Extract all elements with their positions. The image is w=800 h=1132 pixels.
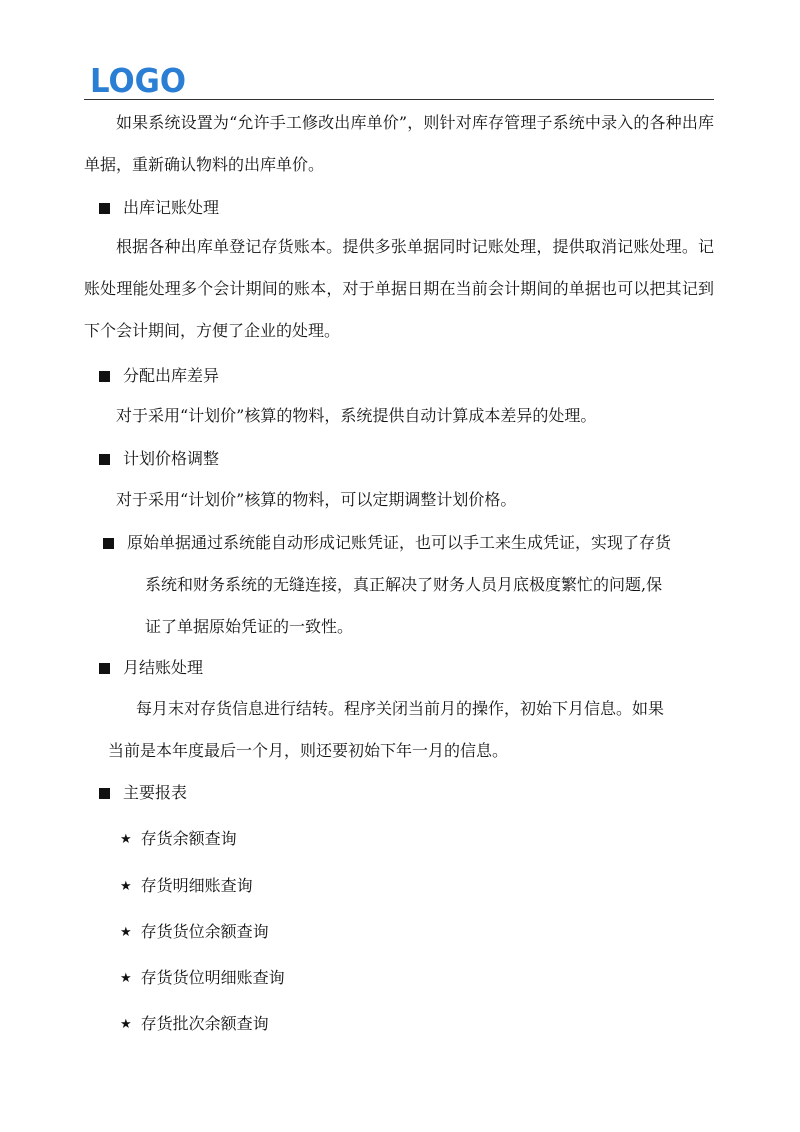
header-rule xyxy=(84,99,714,100)
section-title: 月结账处理 xyxy=(123,658,204,677)
report-item: ★ 存货明细账查询 xyxy=(120,874,253,899)
star-bullet-icon: ★ xyxy=(120,832,132,847)
voucher-line-1: 原始单据通过系统能自动形成记账凭证，也可以手工来生成凭证，实现了存货 xyxy=(127,533,672,552)
logo-text: LOGO xyxy=(90,63,186,97)
voucher-item xyxy=(103,531,671,555)
section-title: 出库记账处理 xyxy=(123,198,220,217)
square-bullet-icon xyxy=(99,454,110,465)
star-bullet-icon: ★ xyxy=(120,879,132,894)
section-heading-posting xyxy=(99,196,219,220)
section-heading-month-end xyxy=(99,656,203,680)
square-bullet-icon xyxy=(99,663,110,674)
star-bullet-icon: ★ xyxy=(120,1017,132,1032)
square-bullet-icon xyxy=(99,203,110,214)
report-item: ★ 存货货位余额查询 xyxy=(120,920,269,945)
voucher-line-3: 证了单据原始凭证的一致性。 xyxy=(145,617,354,636)
section-title: 主要报表 xyxy=(123,783,188,802)
month-end-line-1: 每月末对存货信息进行结转。程序关闭当前月的操作，初始下月信息。如果 xyxy=(136,699,665,718)
report-item: ★ 存货余额查询 xyxy=(120,827,237,852)
section-heading-plan-price xyxy=(99,447,219,471)
star-bullet-icon: ★ xyxy=(120,971,132,986)
report-item: ★ 存货货位明细账查询 xyxy=(120,966,285,991)
square-bullet-icon xyxy=(99,788,110,799)
square-bullet-icon xyxy=(103,538,114,549)
section-text-plan-price: 对于采用“计划价”核算的物料，可以定期调整计划价格。 xyxy=(116,490,517,509)
section-heading-reports xyxy=(99,781,187,805)
section-heading-variance xyxy=(99,364,219,388)
report-item: ★ 存货批次余额查询 xyxy=(120,1012,269,1037)
section-text-variance: 对于采用“计划价”核算的物料，系统提供自动计算成本差异的处理。 xyxy=(116,406,597,425)
square-bullet-icon xyxy=(99,371,110,382)
intro-paragraph: 如果系统设置为“允许手工修改出库单价”，则针对库存管理子系统中录入的各种出库单据，重新确认物料的出库单价。 xyxy=(84,113,714,174)
section-text-posting: 根据各种出库单登记存货账本。提供多张单据同时记账处理，提供取消记账处理。记账处理能处理多个会计期间的账本，对于单据日期在当前会计期间的单据也可以把其记到下个会计期间，方便了企业的处理。 xyxy=(84,237,714,340)
voucher-line-2: 系统和财务系统的无缝连接，真正解决了财务人员月底极度繁忙的问题,保 xyxy=(145,575,663,594)
star-bullet-icon: ★ xyxy=(120,925,132,940)
logo-icon xyxy=(90,63,188,97)
section-title: 分配出库差异 xyxy=(123,366,220,385)
month-end-line-2: 当前是本年度最后一个月，则还要初始下年一月的信息。 xyxy=(108,741,509,760)
section-title: 计划价格调整 xyxy=(123,449,220,468)
